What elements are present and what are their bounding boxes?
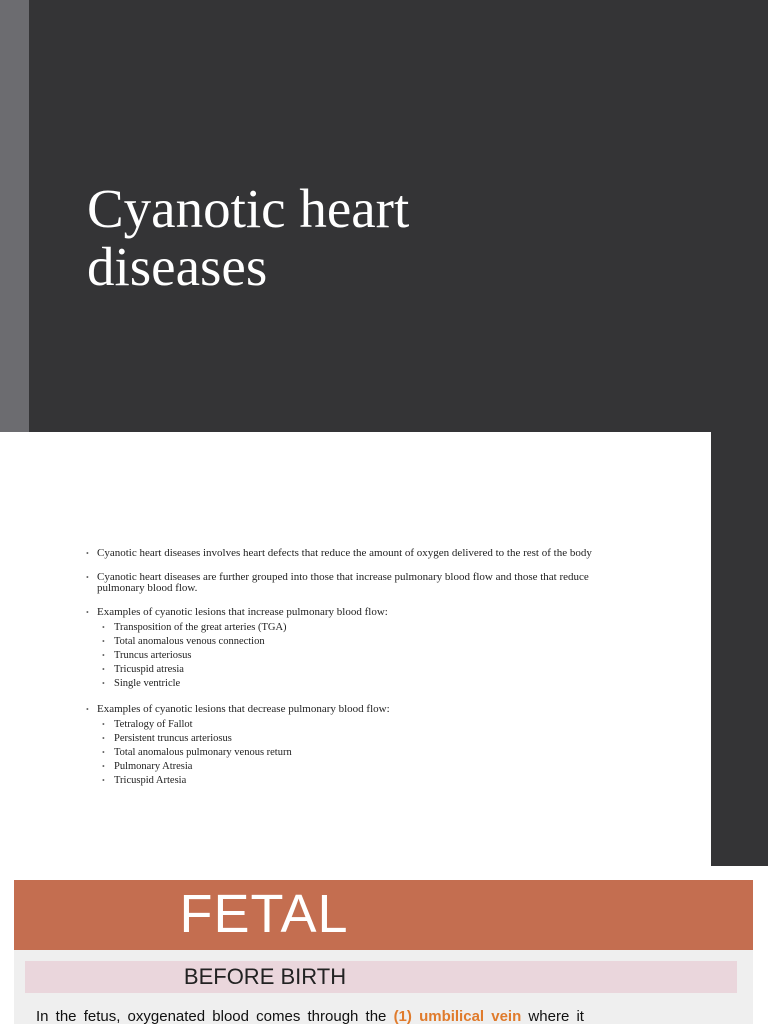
- slide-title-line-2: diseases: [87, 236, 268, 297]
- before-birth-title: BEFORE BIRTH: [183, 964, 347, 989]
- title-slide: [0, 0, 768, 432]
- slide-title: [87, 180, 687, 296]
- sub-bullet-item: • Pulmonary Atresia: [97, 760, 624, 774]
- body-text-start: In the fetus, oxygenated blood comes through the: [36, 1008, 394, 1024]
- fetal-header-title: FETAL: [179, 884, 349, 944]
- bullet-item: [84, 572, 624, 594]
- fetal-slide: [0, 866, 768, 1024]
- fetal-body-text: [36, 1007, 736, 1024]
- sub-bullet-item: • Tetralogy of Fallot: [97, 718, 624, 732]
- sub-bullet-item: • Total anomalous pulmonary venous return: [97, 746, 624, 760]
- fetal-header-band: [14, 880, 753, 950]
- sub-bullet-item: • Truncus arteriosus: [97, 649, 624, 663]
- bullet-text: Examples of cyanotic lesions that increase pulmonary blood flow:: [97, 606, 388, 618]
- decrease-flow-list: [97, 718, 624, 788]
- bullet-item: [84, 704, 624, 788]
- before-birth-band: [25, 961, 737, 993]
- body-text-end: where it: [521, 1008, 584, 1024]
- sub-bullet-item: • Tricuspid Artesia: [97, 774, 624, 788]
- slide-content: [84, 548, 624, 801]
- bullet-text: Cyanotic heart diseases involves heart defects that reduce the amount of oxygen delivered to the rest of the body: [97, 547, 592, 559]
- umbilical-vein-highlight: (1) umbilical vein: [393, 1008, 522, 1024]
- bullet-item: [84, 607, 624, 691]
- slide-side-bar: [711, 432, 768, 866]
- slide-title-line-1: Cyanotic heart: [87, 178, 410, 239]
- bullet-list: [84, 548, 624, 788]
- sub-bullet-item: • Tricuspid atresia: [97, 663, 624, 677]
- content-slide: [0, 432, 768, 866]
- sub-bullet-item: • Transposition of the great arteries (TGA): [97, 621, 624, 635]
- sub-bullet-item: • Persistent truncus arteriosus: [97, 732, 624, 746]
- bullet-text: Examples of cyanotic lesions that decrease pulmonary blood flow:: [97, 703, 390, 715]
- increase-flow-list: [97, 621, 624, 691]
- sub-bullet-item: • Single ventricle: [97, 677, 624, 691]
- bullet-text: Cyanotic heart diseases are further grouped into those that increase pulmonary blood flow and those that reduce pulmonary blood flow.: [97, 571, 589, 594]
- bullet-item: [84, 548, 624, 559]
- slide-accent-bar: [0, 0, 29, 432]
- sub-bullet-item: • Total anomalous venous connection: [97, 635, 624, 649]
